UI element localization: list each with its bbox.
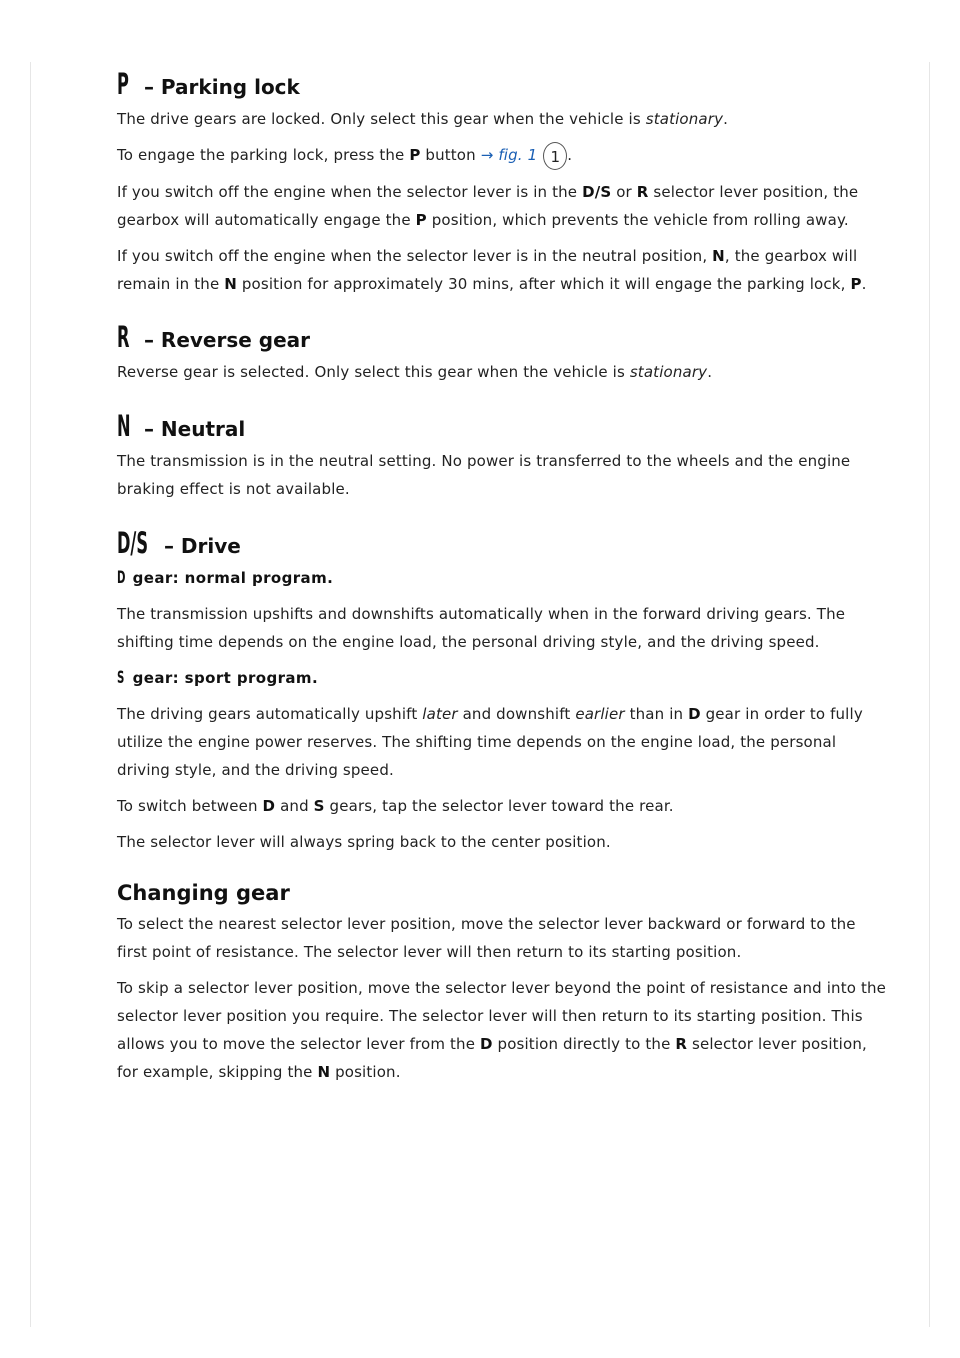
gear-glyph-n: N bbox=[117, 408, 131, 443]
key-label: R bbox=[636, 182, 649, 201]
paragraph: Reverse gear is selected. Only select this gear when the vehicle is stationary. bbox=[117, 362, 713, 381]
gear-glyph-d: D bbox=[117, 567, 126, 588]
section-heading-drive bbox=[117, 525, 887, 560]
key-label: P bbox=[409, 146, 421, 164]
paragraph: The transmission is in the neutral setting. No power is transferred to the wheels and the engine braking effect is not available. bbox=[117, 451, 851, 498]
paragraph: If you switch off the engine when the selector lever is in the neutral position, N, the gearbox will remain in the N position for approximately 30 mins, after which it will engage the parking lock, P. bbox=[117, 246, 867, 293]
gear-glyph-ds: D/S bbox=[117, 525, 148, 560]
subheading-d-gear: D gear: normal program. bbox=[117, 564, 887, 592]
key-label: P bbox=[850, 274, 862, 293]
key-label: S bbox=[313, 796, 325, 815]
paragraph: To skip a selector lever position, move the selector lever beyond the point of resistance and into the selector lever position you require. The selector lever will then return to its starting position. This allows you to move the selector lever from the D position directly to the R selector lever position, for example, skipping the N position. bbox=[117, 978, 887, 1081]
key-label: P bbox=[415, 210, 427, 229]
callout-badge: 1 bbox=[543, 142, 567, 170]
gear-glyph-p: P bbox=[117, 67, 129, 101]
paragraph: The transmission upshifts and downshifts automatically when in the forward driving gears. The shifting time depends on the engine load, the personal driving style, and the driving speed. bbox=[117, 604, 846, 651]
key-label: N bbox=[224, 274, 237, 293]
page-margin-rule-right bbox=[929, 62, 930, 1327]
emphasis: stationary bbox=[629, 362, 708, 381]
paragraph: To select the nearest selector lever position, move the selector lever backward or forward to the first point of resistance. The selector lever will then return to its starting position. bbox=[117, 914, 856, 961]
key-label: D/S bbox=[582, 182, 612, 201]
paragraph: To switch between D and S gears, tap the selector lever toward the rear. bbox=[117, 796, 674, 815]
section-parking-lock bbox=[117, 67, 887, 298]
paragraph: If you switch off the engine when the selector lever is in the D/S or R selector lever position, the gearbox will automatically engage the P position, which prevents the vehicle from rolling away. bbox=[117, 182, 859, 229]
section-neutral bbox=[117, 408, 887, 503]
emphasis: later bbox=[422, 704, 458, 723]
paragraph: The drive gears are locked. Only select this gear when the vehicle is stationary. bbox=[117, 110, 729, 128]
paragraph: The driving gears automatically upshift later and downshift earlier than in D gear in order to fully utilize the engine power reserves. The shifting time depends on the engine load, the personal driving style, and the driving speed. bbox=[117, 704, 863, 779]
section-heading-reverse bbox=[117, 319, 887, 354]
manual-page-content bbox=[117, 67, 887, 1086]
key-label: R bbox=[675, 1034, 688, 1053]
key-label: N bbox=[317, 1062, 331, 1081]
section-heading-parking-lock bbox=[117, 67, 887, 101]
section-title: – Parking lock bbox=[143, 75, 300, 99]
key-label: D bbox=[688, 704, 701, 723]
page-margin-rule-left bbox=[30, 62, 31, 1327]
emphasis: stationary bbox=[645, 110, 724, 128]
key-label: D bbox=[480, 1034, 493, 1053]
figure-link[interactable]: → fig. 1 bbox=[480, 146, 538, 164]
key-label: N bbox=[712, 246, 725, 265]
paragraph: The selector lever will always spring back to the center position. bbox=[117, 832, 611, 851]
section-title: – Drive bbox=[163, 533, 241, 558]
paragraph: To engage the parking lock, press the P button → fig. 1 1 . bbox=[117, 141, 887, 170]
section-heading-neutral bbox=[117, 408, 887, 443]
section-title: – Reverse gear bbox=[143, 327, 311, 352]
section-reverse-gear bbox=[117, 319, 887, 386]
section-drive bbox=[117, 525, 887, 856]
subheading-s-gear: S gear: sport program. bbox=[117, 664, 887, 692]
emphasis: earlier bbox=[575, 704, 625, 723]
section-title: – Neutral bbox=[143, 416, 246, 441]
gear-glyph-s: S bbox=[117, 667, 125, 688]
section-changing-gear bbox=[117, 878, 887, 1086]
key-label: D bbox=[262, 796, 276, 815]
section-heading-changing-gear: Changing gear bbox=[117, 880, 290, 905]
gear-glyph-r: R bbox=[117, 319, 130, 354]
